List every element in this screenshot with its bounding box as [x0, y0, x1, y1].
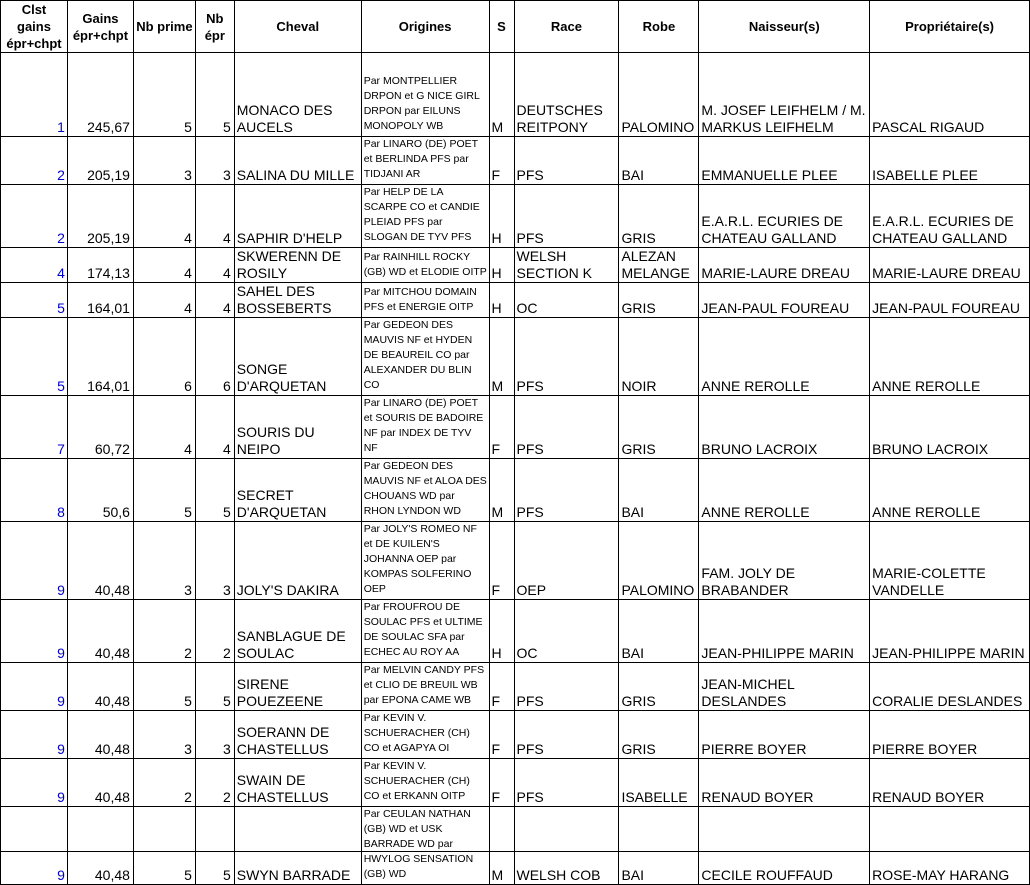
cell-nb-epr: 4 — [195, 248, 234, 283]
cell-rank: 2 — [1, 185, 68, 248]
cell-robe: BAI — [619, 807, 699, 885]
cell-proprietaire: RENAUD BOYER — [870, 759, 1030, 807]
cell-robe: NOIR — [619, 318, 699, 396]
cell-origines: Par MONTPELLIER DRPON et G NICE GIRL DRPON par EILUNS MONOPOLY WB — [361, 53, 489, 137]
cell-origines: Par JOLY'S ROMEO NF et DE KUILEN'S JOHANNA OEP par KOMPAS SOLFERINO OEP — [361, 522, 489, 600]
cell-rank: 9 — [1, 600, 68, 663]
cell-robe: GRIS — [619, 711, 699, 759]
cell-naisseur: EMMANUELLE PLEE — [699, 137, 870, 185]
cell-cheval: SWAIN DE CHASTELLUS — [234, 759, 361, 807]
cell-robe: ALEZAN MELANGE — [619, 248, 699, 283]
cell-rank: 5 — [1, 318, 68, 396]
table-row — [1, 807, 1030, 885]
table-row — [1, 318, 1030, 396]
cell-proprietaire: JEAN-PAUL FOUREAU — [870, 283, 1030, 318]
cell-robe: BAI — [619, 600, 699, 663]
cell-cheval: SAHEL DES BOSSEBERTS — [234, 283, 361, 318]
table-row — [1, 283, 1030, 318]
header-naisseurs: Naisseur(s) — [699, 1, 870, 53]
cell-gains: 60,72 — [67, 396, 133, 459]
cell-nb-prime: 4 — [133, 283, 195, 318]
cell-nb-prime: 5 — [133, 459, 195, 522]
cell-gains: 40,48 — [67, 711, 133, 759]
cell-gains: 40,48 — [67, 600, 133, 663]
cell-gains: 164,01 — [67, 318, 133, 396]
table-body — [1, 53, 1030, 885]
cell-sexe: H — [489, 600, 514, 663]
cell-robe: PALOMINO — [619, 53, 699, 137]
cell-naisseur: RENAUD BOYER — [699, 759, 870, 807]
cell-gains: 245,67 — [67, 53, 133, 137]
cell-naisseur: CECILE ROUFFAUD — [699, 807, 870, 885]
cell-nb-epr: 5 — [195, 807, 234, 885]
cell-origines: Par LINARO (DE) POET et BERLINDA PFS par TIDJANI AR — [361, 137, 489, 185]
cell-robe: GRIS — [619, 396, 699, 459]
cell-race: PFS — [514, 459, 619, 522]
cell-robe: BAI — [619, 137, 699, 185]
cell-cheval: SAPHIR D'HELP — [234, 185, 361, 248]
cell-nb-prime: 2 — [133, 759, 195, 807]
cell-sexe: F — [489, 137, 514, 185]
table-row — [1, 53, 1030, 137]
cell-gains: 164,01 — [67, 283, 133, 318]
cell-nb-epr: 3 — [195, 522, 234, 600]
cell-cheval: SIRENE POUEZEENE — [234, 663, 361, 711]
cell-origines: Par GEDEON DES MAUVIS NF et HYDEN DE BEAUREIL CO par ALEXANDER DU BLIN CO — [361, 318, 489, 396]
cell-cheval: SALINA DU MILLE — [234, 137, 361, 185]
cell-sexe: M — [489, 318, 514, 396]
cell-race: OC — [514, 283, 619, 318]
cell-nb-epr: 4 — [195, 396, 234, 459]
table-row — [1, 248, 1030, 283]
cell-race: PFS — [514, 759, 619, 807]
cell-rank: 8 — [1, 459, 68, 522]
cell-nb-epr: 3 — [195, 711, 234, 759]
cell-naisseur: JEAN-PAUL FOUREAU — [699, 283, 870, 318]
table-row — [1, 522, 1030, 600]
cell-race: PFS — [514, 318, 619, 396]
cell-gains: 40,48 — [67, 663, 133, 711]
cell-naisseur: MARIE-LAURE DREAU — [699, 248, 870, 283]
cell-sexe: F — [489, 522, 514, 600]
cell-race: OC — [514, 600, 619, 663]
cell-gains: 40,48 — [67, 522, 133, 600]
cell-nb-prime: 5 — [133, 53, 195, 137]
cell-naisseur: JEAN-MICHEL DESLANDES — [699, 663, 870, 711]
cell-race: PFS — [514, 185, 619, 248]
cell-rank: 9 — [1, 807, 68, 885]
cell-naisseur: E.A.R.L. ECURIES DE CHATEAU GALLAND — [699, 185, 870, 248]
cell-nb-epr: 2 — [195, 600, 234, 663]
cell-cheval: SKWERENN DE ROSILY — [234, 248, 361, 283]
cell-naisseur: ANNE REROLLE — [699, 318, 870, 396]
cell-nb-epr: 5 — [195, 459, 234, 522]
cell-proprietaire: MARIE-COLETTE VANDELLE — [870, 522, 1030, 600]
cell-sexe: H — [489, 283, 514, 318]
cell-origines: Par LINARO (DE) POET et SOURIS DE BADOIRE NF par INDEX DE TYV NF — [361, 396, 489, 459]
cell-nb-prime: 3 — [133, 522, 195, 600]
cell-rank: 4 — [1, 248, 68, 283]
cell-nb-epr: 4 — [195, 185, 234, 248]
header-cheval: Cheval — [234, 1, 361, 53]
cell-origines: Par FROUFROU DE SOULAC PFS et ULTIME DE SOULAC SFA par ECHEC AU ROY AA — [361, 600, 489, 663]
cell-proprietaire: ISABELLE PLEE — [870, 137, 1030, 185]
table-row — [1, 600, 1030, 663]
table-row — [1, 759, 1030, 807]
cell-proprietaire: PIERRE BOYER — [870, 711, 1030, 759]
cell-cheval: SWYN BARRADE — [234, 807, 361, 885]
cell-gains: 205,19 — [67, 185, 133, 248]
cell-proprietaire: PASCAL RIGAUD — [870, 53, 1030, 137]
cell-sexe: F — [489, 396, 514, 459]
cell-proprietaire: CORALIE DESLANDES — [870, 663, 1030, 711]
cell-nb-prime: 5 — [133, 807, 195, 885]
cell-robe: ISABELLE — [619, 759, 699, 807]
cell-cheval: SECRET D'ARQUETAN — [234, 459, 361, 522]
cell-race: DEUTSCHES REITPONY — [514, 53, 619, 137]
cell-race: WELSH SECTION K — [514, 248, 619, 283]
cell-rank: 9 — [1, 759, 68, 807]
cell-robe: BAI — [619, 459, 699, 522]
cell-race: PFS — [514, 137, 619, 185]
cell-gains: 40,48 — [67, 807, 133, 885]
cell-nb-prime: 5 — [133, 663, 195, 711]
cell-race: WELSH COB — [514, 807, 619, 885]
cell-rank: 1 — [1, 53, 68, 137]
cell-cheval: SONGE D'ARQUETAN — [234, 318, 361, 396]
cell-race: PFS — [514, 396, 619, 459]
table-row — [1, 663, 1030, 711]
cell-sexe: M — [489, 53, 514, 137]
cell-sexe: H — [489, 248, 514, 283]
cell-naisseur: JEAN-PHILIPPE MARIN — [699, 600, 870, 663]
cell-nb-epr: 3 — [195, 137, 234, 185]
header-proprietaires: Propriétaire(s) — [870, 1, 1030, 53]
cell-gains: 205,19 — [67, 137, 133, 185]
cell-cheval: SOURIS DU NEIPO — [234, 396, 361, 459]
cell-cheval: SANBLAGUE DE SOULAC — [234, 600, 361, 663]
cell-sexe: F — [489, 759, 514, 807]
header-gains: Gains épr+chpt — [67, 1, 133, 53]
cell-origines: Par MELVIN CANDY PFS et CLIO DE BREUIL WB par EPONA CAME WB — [361, 663, 489, 711]
cell-nb-prime: 3 — [133, 137, 195, 185]
cell-proprietaire: ANNE REROLLE — [870, 459, 1030, 522]
cell-gains: 40,48 — [67, 759, 133, 807]
cell-proprietaire: BRUNO LACROIX — [870, 396, 1030, 459]
header-nb-prime: Nb prime — [133, 1, 195, 53]
cell-robe: GRIS — [619, 283, 699, 318]
cell-nb-epr: 4 — [195, 283, 234, 318]
header-sexe: S — [489, 1, 514, 53]
cell-sexe: F — [489, 663, 514, 711]
cell-origines: Par HELP DE LA SCARPE CO et CANDIE PLEIAD PFS par SLOGAN DE TYV PFS — [361, 185, 489, 248]
cell-robe: PALOMINO — [619, 522, 699, 600]
cell-origines: Par CEULAN NATHAN (GB) WD et USK BARRADE WD par HWYLOG SENSATION (GB) WD — [361, 807, 489, 885]
cell-cheval: JOLY'S DAKIRA — [234, 522, 361, 600]
cell-proprietaire: ANNE REROLLE — [870, 318, 1030, 396]
bottom-divider — [0, 851, 1030, 852]
cell-sexe: H — [489, 185, 514, 248]
cell-cheval: SOERANN DE CHASTELLUS — [234, 711, 361, 759]
cell-rank: 2 — [1, 137, 68, 185]
cell-origines: Par GEDEON DES MAUVIS NF et ALOA DES CHOUANS WD par RHON LYNDON WD — [361, 459, 489, 522]
cell-origines: Par KEVIN V. SCHUERACHER (CH) CO et AGAPYA OI — [361, 711, 489, 759]
cell-naisseur: ANNE REROLLE — [699, 459, 870, 522]
header-rank: Clst gains épr+chpt — [1, 1, 68, 53]
header-origines: Origines — [361, 1, 489, 53]
cell-rank: 9 — [1, 522, 68, 600]
cell-robe: GRIS — [619, 185, 699, 248]
cell-race: PFS — [514, 663, 619, 711]
cell-rank: 7 — [1, 396, 68, 459]
cell-nb-prime: 4 — [133, 185, 195, 248]
cell-nb-epr: 6 — [195, 318, 234, 396]
cell-naisseur: M. JOSEF LEIFHELM / M. MARKUS LEIFHELM — [699, 53, 870, 137]
cell-nb-prime: 2 — [133, 600, 195, 663]
cell-nb-epr: 2 — [195, 759, 234, 807]
cell-cheval: MONACO DES AUCELS — [234, 53, 361, 137]
table-row — [1, 459, 1030, 522]
cell-nb-prime: 3 — [133, 711, 195, 759]
cell-rank: 5 — [1, 283, 68, 318]
cell-gains: 174,13 — [67, 248, 133, 283]
header-race: Race — [514, 1, 619, 53]
cell-gains: 50,6 — [67, 459, 133, 522]
cell-naisseur: FAM. JOLY DE BRABANDER — [699, 522, 870, 600]
header-nb-epr: Nb épr — [195, 1, 234, 53]
cell-race: OEP — [514, 522, 619, 600]
cell-rank: 9 — [1, 711, 68, 759]
cell-sexe: M — [489, 459, 514, 522]
cell-nb-prime: 6 — [133, 318, 195, 396]
cell-nb-epr: 5 — [195, 663, 234, 711]
cell-proprietaire: E.A.R.L. ECURIES DE CHATEAU GALLAND — [870, 185, 1030, 248]
cell-robe: GRIS — [619, 663, 699, 711]
cell-proprietaire: ROSE-MAY HARANG — [870, 807, 1030, 885]
table-row — [1, 137, 1030, 185]
cell-nb-prime: 4 — [133, 396, 195, 459]
cell-origines: Par RAINHILL ROCKY (GB) WD et ELODIE OITP — [361, 248, 489, 283]
cell-proprietaire: MARIE-LAURE DREAU — [870, 248, 1030, 283]
table-row — [1, 396, 1030, 459]
table-row — [1, 185, 1030, 248]
cell-sexe: F — [489, 711, 514, 759]
cell-sexe: M — [489, 807, 514, 885]
cell-nb-prime: 4 — [133, 248, 195, 283]
cell-rank: 9 — [1, 663, 68, 711]
cell-origines: Par MITCHOU DOMAIN PFS et ENERGIE OITP — [361, 283, 489, 318]
header-row — [1, 1, 1030, 53]
table-row — [1, 711, 1030, 759]
cell-naisseur: PIERRE BOYER — [699, 711, 870, 759]
cell-proprietaire: JEAN-PHILIPPE MARIN — [870, 600, 1030, 663]
cell-race: PFS — [514, 711, 619, 759]
header-robe: Robe — [619, 1, 699, 53]
cell-naisseur: BRUNO LACROIX — [699, 396, 870, 459]
cell-nb-epr: 5 — [195, 53, 234, 137]
cell-origines: Par KEVIN V. SCHUERACHER (CH) CO et ERKANN OITP — [361, 759, 489, 807]
